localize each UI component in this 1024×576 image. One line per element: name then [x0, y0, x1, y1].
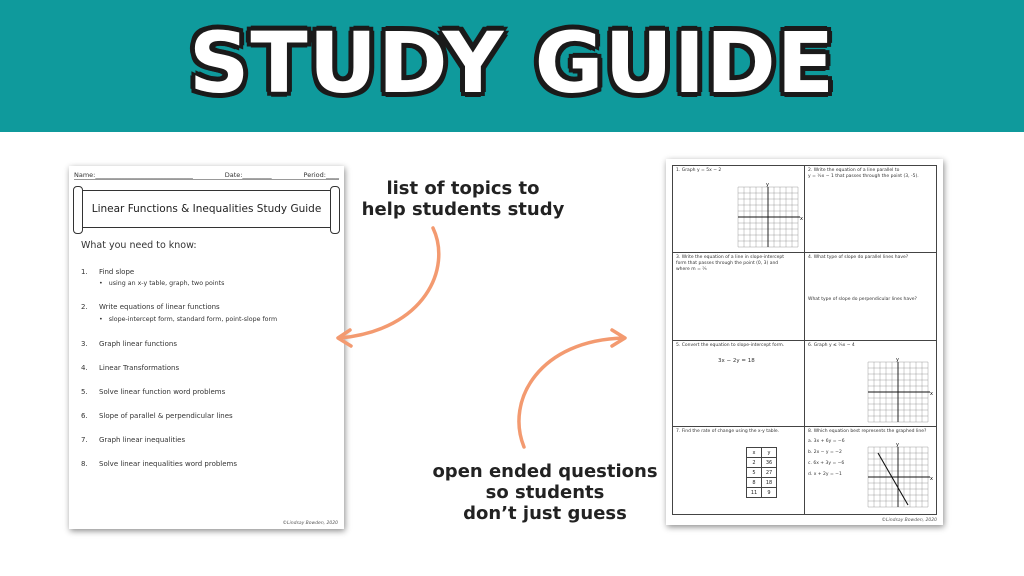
annotation-questions-line2: so students — [485, 482, 605, 503]
table-header-x: x — [747, 448, 762, 458]
question-5-equation: 3x − 2y = 18 — [718, 358, 755, 365]
name-field-label: Name:______________________________ — [74, 171, 193, 179]
topic-item: 4. Linear Transformations — [81, 364, 180, 372]
answer-choice-b: b. 2x − y = −2 — [808, 450, 842, 456]
table-cell: 27 — [762, 468, 777, 478]
copyright-text: ©Lindsay Bowden, 2020 — [282, 521, 338, 526]
topic-subitem: • using an x-y table, graph, two points — [99, 280, 224, 287]
question-4b-text: What type of slope do perpendicular lines have? — [808, 297, 917, 303]
question-3-text-line2: form that passes through the point (0, 3) and — [676, 261, 779, 267]
table-cell: 18 — [762, 478, 777, 488]
topic-item: 2. Write equations of linear functions — [81, 303, 220, 311]
question-4-text: 4. What type of slope do parallel lines have? — [808, 255, 909, 260]
question-3-text: 3. Write the equation of a line in slope-intercept — [676, 255, 785, 260]
annotation-topics-line2: help students study — [361, 199, 565, 220]
grid-x-label: x — [930, 476, 933, 482]
question-6-text: 6. Graph y ≤ ⅔x − 4 — [808, 343, 855, 348]
answer-choice-d: d. x + 2y = −1 — [808, 472, 842, 478]
topic-item: 1. Find slope — [81, 268, 135, 276]
date-field-label: Date:_________ — [224, 171, 272, 179]
table-header-y: y — [762, 448, 777, 458]
arrow-to-questions — [519, 338, 624, 447]
grid-y-label: y — [896, 357, 899, 363]
need-to-know-heading: What you need to know: — [81, 240, 197, 251]
answer-choice-c: c. 6x + 3y = −6 — [808, 461, 845, 467]
table-cell: 36 — [762, 458, 777, 468]
topic-item: 8. Solve linear inequalities word problems — [81, 460, 238, 468]
answer-choice-a: a. 3x + 6y = −6 — [808, 439, 845, 445]
period-field-label: Period:____ — [303, 171, 339, 179]
question-1-text: 1. Graph y = 5x − 2 — [676, 168, 722, 173]
question-5-text: 5. Convert the equation to slope-intercept form. — [676, 343, 785, 348]
table-cell: 5 — [747, 468, 762, 478]
grid-y-label: y — [766, 182, 769, 188]
grid-y-label: y — [896, 442, 899, 448]
grid-x-label: x — [930, 391, 933, 397]
grid-x-label: x — [800, 216, 803, 222]
guide-title: Linear Functions & Inequalities Study Guide — [91, 203, 322, 215]
annotation-topics-line1: list of topics to — [386, 178, 540, 199]
arrow-to-topics — [340, 228, 439, 338]
topic-item: 3. Graph linear functions — [81, 340, 177, 348]
table-cell: 11 — [747, 488, 762, 498]
annotation-questions-line1: open ended questions — [432, 461, 658, 482]
question-7-text: 7. Find the rate of change using the x-y table. — [676, 429, 780, 434]
copyright-text: ©Lindsay Bowden, 2020 — [881, 518, 937, 523]
table-cell: 9 — [762, 488, 777, 498]
topic-item: 5. Solve linear function word problems — [81, 388, 226, 396]
topic-subitem: • slope-intercept form, standard form, point-slope form — [99, 316, 277, 323]
question-3-text-line3: where m = ⅔ — [676, 267, 707, 273]
question-2-text: 2. Write the equation of a line parallel to — [808, 168, 900, 173]
topic-item: 6. Slope of parallel & perpendicular lines — [81, 412, 233, 420]
table-cell: 2 — [747, 458, 762, 468]
topic-item: 7. Graph linear inequalities — [81, 436, 186, 444]
question-8-text: 8. Which equation best represents the graphed line? — [808, 429, 927, 434]
banner-title: STUDY GUIDE — [188, 14, 836, 112]
table-cell: 8 — [747, 478, 762, 488]
annotation-questions-line3: don’t just guess — [463, 503, 627, 524]
question-2-text-line2: y = ½x − 1 that passes through the point (3, -5). — [808, 174, 919, 180]
